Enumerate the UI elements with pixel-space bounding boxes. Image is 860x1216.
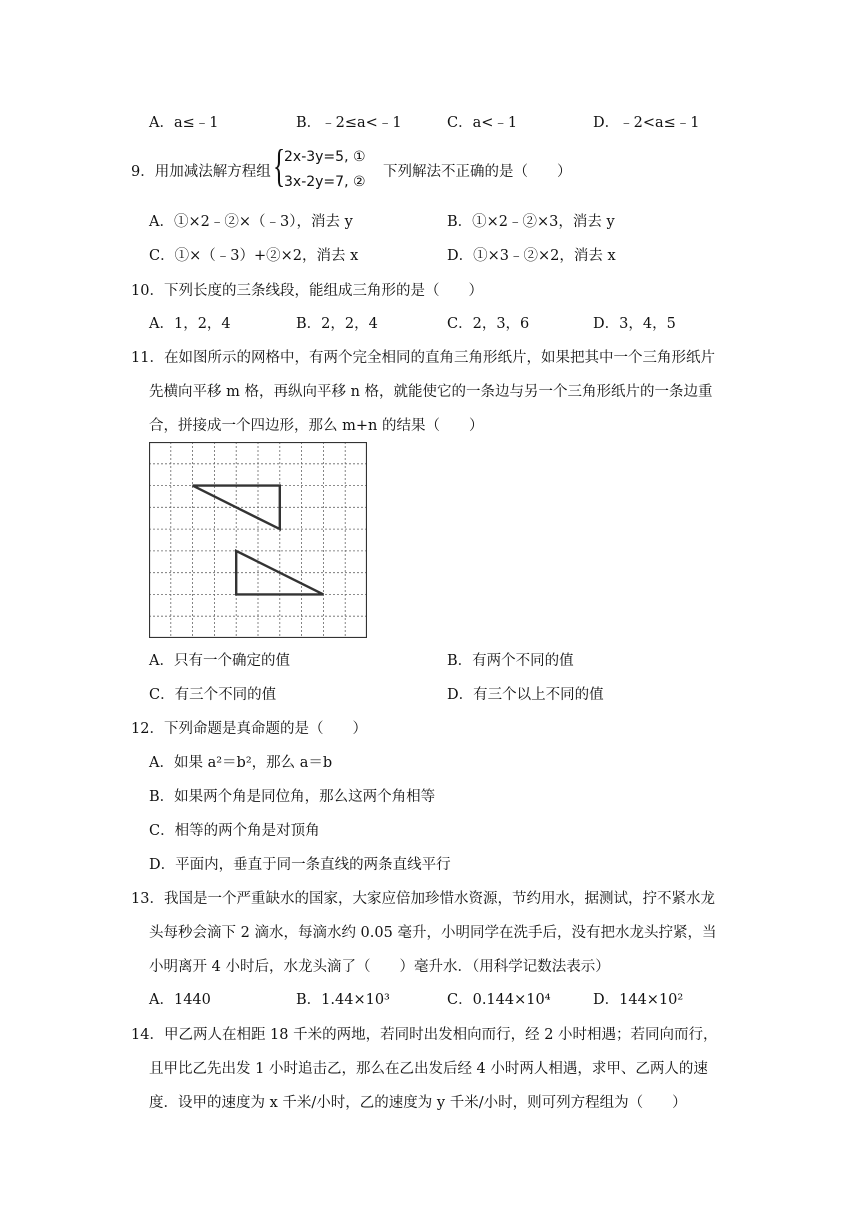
- q9-equation-2: 3x-2y=7, ②: [284, 174, 366, 190]
- q14-line-1: 14．甲乙两人在相距 18 千米的两地，若同时出发相向而行，经 2 小时相遇；若同向而行，: [131, 1027, 718, 1043]
- q8-option-c: C．a<﹣1: [447, 115, 518, 131]
- grid-figure: [149, 442, 367, 638]
- q11-option-c: C．有三个不同的值: [149, 687, 277, 703]
- q11-option-d: D．有三个以上不同的值: [447, 687, 604, 703]
- q9-equation-1: 2x-3y=5, ①: [284, 149, 366, 165]
- q9-option-a: A．①×2﹣②×（﹣3），消去 y: [149, 214, 353, 230]
- q14-line-2: 且甲比乙先出发 1 小时追击乙，那么在乙出发后经 4 小时两人相遇，求甲、乙两人的速: [149, 1061, 708, 1077]
- q13-option-d: D．144×10²: [593, 992, 684, 1008]
- q11-line-3: 合，拼接成一个四边形，那么 m+n 的结果（ ）: [149, 418, 484, 434]
- q11-option-a: A．只有一个确定的值: [149, 653, 290, 669]
- q13-line-2: 头每秒会滴下 2 滴水，每滴水约 0.05 毫升，小明同学在洗手后，没有把水龙头拧紧，当: [149, 925, 717, 941]
- q10-option-d: D．3，4，5: [593, 316, 676, 332]
- q9-option-d: D．①×3﹣②×2，消去 x: [447, 248, 616, 264]
- q11-line-1: 11．在如图所示的网格中，有两个完全相同的直角三角形纸片，如果把其中一个三角形纸片: [131, 350, 715, 366]
- q8-option-d: D．﹣2<a≤﹣1: [593, 115, 700, 131]
- q10-stem: 10．下列长度的三条线段，能组成三角形的是（ ）: [131, 283, 483, 299]
- q13-option-b: B．1.44×10³: [296, 992, 390, 1008]
- q9-stem-after: 下列解法不正确的是（ ）: [383, 164, 572, 180]
- grid-lines: [149, 442, 367, 638]
- q12-option-b: B．如果两个角是同位角，那么这两个角相等: [149, 789, 436, 805]
- q8-option-a: A．a≤﹣1: [149, 115, 219, 131]
- q9-option-b: B．①×2﹣②×3，消去 y: [447, 214, 615, 230]
- q14-line-3: 度．设甲的速度为 x 千米/小时，乙的速度为 y 千米/小时，则可列方程组为（ ）: [149, 1095, 687, 1111]
- q10-option-b: B．2，2，4: [296, 316, 378, 332]
- q8-option-b: B．﹣2≤a<﹣1: [296, 115, 402, 131]
- q12-option-c: C．相等的两个角是对顶角: [149, 823, 320, 839]
- q11-option-b: B．有两个不同的值: [447, 653, 574, 669]
- q12-option-d: D．平面内，垂直于同一条直线的两条直线平行: [149, 857, 451, 873]
- q13-line-1: 13．我国是一个严重缺水的国家，大家应倍加珍惜水资源，节约用水，据测试，拧不紧水龙: [131, 891, 715, 907]
- q10-option-a: A．1，2，4: [149, 316, 231, 332]
- q9-stem-before: 9．用加减法解方程组: [131, 164, 271, 180]
- q13-option-a: A．1440: [149, 992, 211, 1008]
- q10-option-c: C．2，3，6: [447, 316, 530, 332]
- q13-line-3: 小明离开 4 小时后，水龙头滴了（ ）毫升水．（用科学记数法表示）: [149, 959, 610, 975]
- q9-option-c: C．①×（﹣3）+②×2，消去 x: [149, 248, 359, 264]
- equation-brace: {: [273, 140, 286, 191]
- q12-option-a: A．如果 a²＝b²，那么 a＝b: [149, 755, 333, 771]
- q13-option-c: C．0.144×10⁴: [447, 992, 551, 1008]
- q12-stem: 12．下列命题是真命题的是（ ）: [131, 721, 367, 737]
- q11-line-2: 先横向平移 m 格，再纵向平移 n 格，就能使它的一条边与另一个三角形纸片的一条边重: [149, 384, 713, 400]
